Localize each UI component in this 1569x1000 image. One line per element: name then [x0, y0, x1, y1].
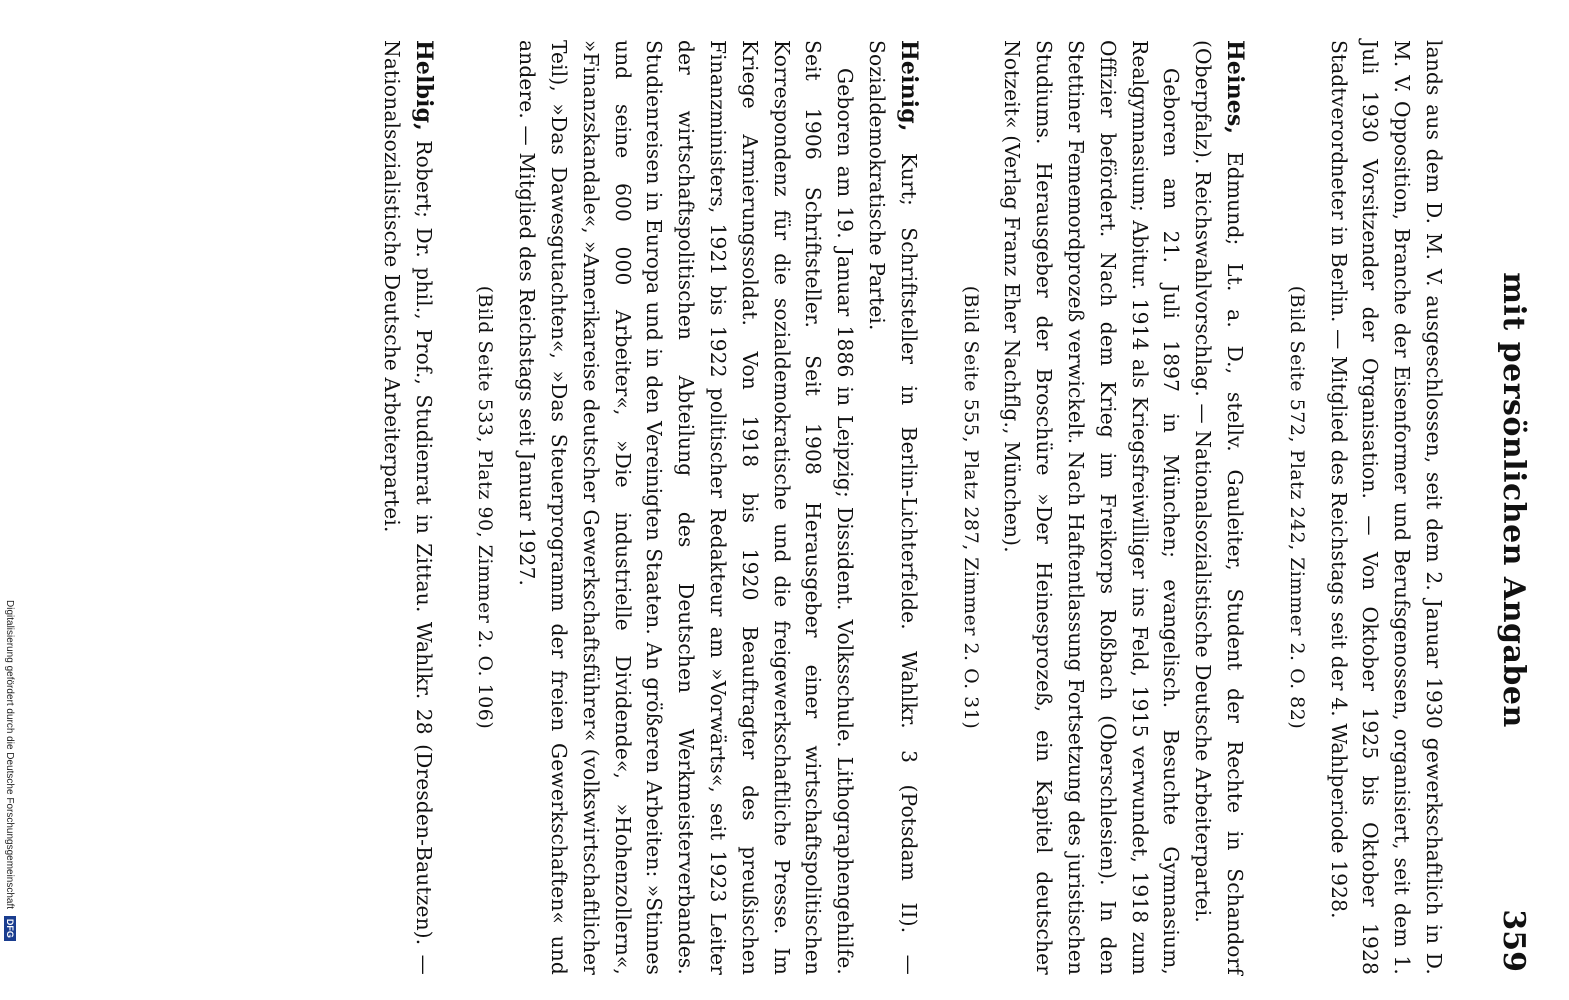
entry-bio: Geboren am 19. Januar 1886 in Leipzig; Dissident. Volksschule. Lithographengehilfe. Seit 1906 Schriftsteller. Seit 1908 Herausgeber einer wirtschaftspolitischen Korrespondenz für die sozialdemokratische und die freigewerkschaftliche Presse. Im Kriege Armierungssoldat. Von 1918 bis 1920 Beauftragter des preußischen Finanzministers, 1921 bis 1922 politischer Redakteur am »Vorwärts«, seit 1923 Leiter der wirtschaftspolitischen Abteilung des Deutschen Werkmeisterverbandes. Studienreisen in Europa und in den Vereinigten Staaten. An größeren Arbeiten: »Stinnes und seine 600 000 Arbeiter«, »Die industrielle Dividende«, »Hohenzollern«, »Finanzskandale«, »Amerikareise deutscher Gewerkschaftsführer« (volkswirtschaftlicher Teil), »Das Dawesgutachten«, »Das Steuerprogramm der freien Gewerkschaften« und andere. — Mitglied des Reichstags seit Januar 1927.	[515, 40, 858, 975]
page-header	[1491, 28, 1531, 972]
entry-bio: Geboren am 21. Juli 1897 in München; evangelisch. Besuchte Gymnasium, Realgymnasium; Abitur. 1914 als Kriegsfreiwilliger ins Feld, 1915 verwundet, 1918 zum Offizier befördert. Nach dem Krieg im Freikorps Roßbach (Oberschlesien). In den Stettiner Fememordprozeß verwickelt. Nach Haftentlassung Fortsetzung des juristischen Studiums. Herausgeber der Broschüre »Der Heinesprozeß, ein Kapitel deutscher Notzeit« (Verlag Franz Eher Nachflg., München).	[1000, 40, 1184, 975]
header-title: mit persönlichen Angaben	[1496, 272, 1531, 728]
entry-name: Heinig,	[895, 40, 922, 132]
image-reference: (Bild Seite 572, Platz 242, Zimmer 2. O. 82)	[1285, 285, 1308, 730]
entry-intro: Kurt; Schriftsteller in Berlin-Lichterfelde. Wahlkr. 3 (Potsdam II). — Sozialdemokratische Partei.	[865, 40, 921, 975]
credit-text: Digitalisierung gefördert durch die Deutsche Forschungsgemeinschaft	[4, 600, 15, 910]
entry-helbig	[375, 40, 439, 975]
entry-intro: Robert; Dr. phil., Prof., Studienrat in Zittau. Wahlkr. 28 (Dresden-Bautzen). — Nationalsozialistische Deutsche Arbeiterpartei.	[379, 40, 436, 975]
image-reference: (Bild Seite 533, Platz 90, Zimmer 2. O. 106)	[474, 285, 497, 730]
entry-heinig	[469, 40, 924, 975]
continuation-paragraph: lands aus dem D. M. V. ausgeschlossen, seit dem 2. Januar 1930 gewerkschaftlich in D. M. V. Opposition, Branche der Eisenformer und Berufsgenossen, organisiert, seit dem 1. Juli 1930 Vorsitzender der Organisation. — Von Oktober 1925 bis Oktober 1928 Stadtverordneter in Berlin. — Mitglied des Reichstags seit der 4. Wahlperiode 1928.	[1326, 40, 1446, 975]
page-number: 359	[1496, 909, 1531, 972]
body-text	[375, 40, 1449, 975]
entry-intro: Edmund; Lt. a. D., stellv. Gauleiter, Student der Rechte in Schandorf (Oberpfalz). Reichswahlvorschlag. — Nationalsozialistische Deutsche Arbeiterpartei.	[1191, 40, 1248, 975]
entry-heines	[954, 40, 1250, 975]
image-reference: (Bild Seite 555, Platz 287, Zimmer 2. O. 31)	[959, 285, 982, 730]
entry-name: Helbig,	[410, 40, 437, 131]
dfg-logo: DFG	[4, 916, 16, 941]
digitization-credit	[0, 600, 16, 995]
entry-name: Heines,	[1222, 40, 1249, 135]
